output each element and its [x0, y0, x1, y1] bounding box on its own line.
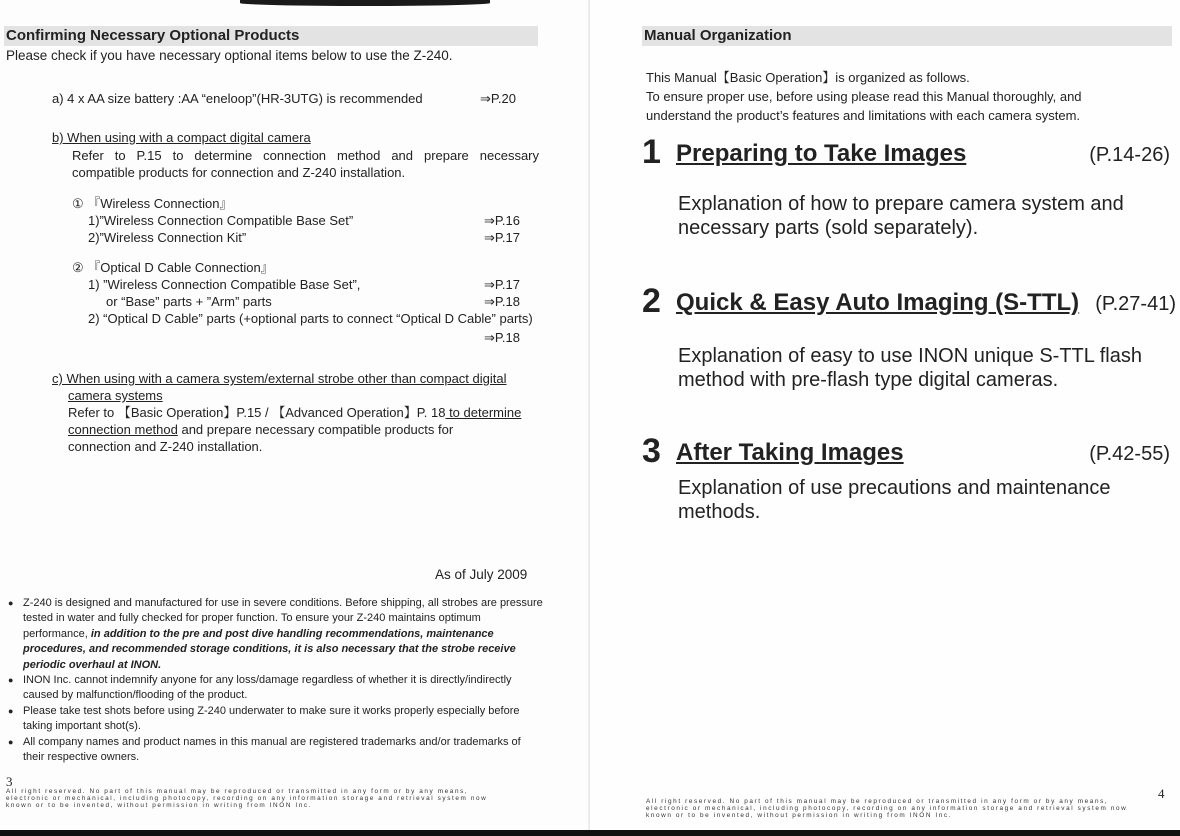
item-c-text-line2 [68, 421, 453, 438]
notice-item-2: ● INON Inc. cannot indemnify anyone for any loss/damage regardless of whether it is directly/indirectly caused by malfunction/flooding of the product. [8, 673, 543, 704]
notice-item-1-text: Z-240 is designed and manufactured for use in severe conditions. Before shipping, all strobes are pressure tested in water and fully checked for proper function. To ensure your Z-240 maintains optimum performance, [23, 597, 543, 640]
item-c-text-line1 [68, 404, 521, 421]
wireless-item-1-ref: ⇒P.16 [484, 213, 520, 228]
org-intro-line2: To ensure proper use, before using please read this Manual thoroughly, and [646, 89, 1082, 104]
intro-text: Please check if you have necessary optional items below to use the Z-240. [6, 48, 453, 63]
page-number-right: 4 [1158, 786, 1165, 801]
chapter-1-pages: (P.14-26) [1089, 144, 1170, 166]
page-bottom-edge [0, 830, 1180, 836]
notice-item-1-emphasis: in addition to the pre and post dive handling recommendations, maintenance procedures, and recommended storage conditions, it is also necessary that the strobe receive periodic overhaul at INON. [23, 627, 516, 671]
copyright-right-2: electronic or mechanical, including photocopy, recording on any information storage and retrieval system now [646, 805, 1128, 812]
chapter-2-title: Quick & Easy Auto Imaging (S-TTL) [676, 289, 1080, 316]
item-c-text-2-underlined: connection method [68, 422, 178, 437]
optical-item-2-ref: ⇒P.18 [484, 330, 520, 345]
chapter-3-description: Explanation of use precautions and maintenance methods. [678, 477, 1111, 523]
right-page [590, 0, 1180, 836]
optical-item-1b: or “Base” parts + ”Arm” parts [106, 294, 272, 309]
copyright-right-1: All right reserved. No part of this manual may be reproduced or transmitted in any form or by any means, [646, 798, 1109, 805]
wireless-item-2: 2)”Wireless Connection Kit” [88, 230, 247, 245]
optical-item-1-ref: ⇒P.17 [484, 277, 520, 292]
copyright-left-2: electronic or mechanical, including photocopy, recording on any information storage and retrieval system now [6, 795, 488, 802]
wireless-connection-title: ① 『Wireless Connection』 [72, 196, 233, 211]
copyright-left-1: All right reserved. No part of this manual may be reproduced or transmitted in any form or by any means, [6, 788, 469, 795]
chapter-2-description: Explanation of easy to use INON unique S-TTL flash method with pre-flash type digital cameras. [678, 345, 1142, 391]
chapter-3-title: After Taking Images [676, 439, 904, 466]
page-edge-shadow [240, 0, 490, 6]
copyright-left-3: known or to be invented, without permission in writing from INON Inc. [6, 802, 313, 809]
wireless-item-1: 1)”Wireless Connection Compatible Base Set” [88, 213, 354, 228]
chapter-1-description: Explanation of how to prepare camera system and necessary parts (sold separately). [678, 193, 1124, 239]
chapter-3-number: 3 [642, 432, 661, 470]
item-c-text-2: and prepare necessary compatible products for [177, 422, 454, 437]
notice-item-1 [8, 596, 543, 673]
item-a-text: a) 4 x AA size battery :AA “eneloop”(HR-3UTG) is recommended [52, 91, 423, 106]
item-c-title-line2: camera systems [68, 388, 163, 403]
chapter-1-title: Preparing to Take Images [676, 140, 967, 167]
optical-item-1: 1) ”Wireless Connection Compatible Base Set”, [88, 277, 361, 292]
chapter-2-pages: (P.27-41) [1095, 293, 1176, 315]
section-header-manual-organization: Manual Organization [642, 26, 1172, 46]
wireless-item-2-ref: ⇒P.17 [484, 230, 520, 245]
copyright-right-3: known or to be invented, without permission in writing from INON Inc. [646, 812, 953, 819]
chapter-3-pages: (P.42-55) [1089, 443, 1170, 465]
item-c-text-line3: connection and Z-240 installation. [68, 439, 263, 454]
notice-list [8, 596, 543, 765]
as-of-date: As of July 2009 [435, 567, 528, 582]
item-b-title: b) When using with a compact digital camera [52, 130, 311, 145]
item-c-title-line1: c) When using with a camera system/external strobe other than compact digital [52, 371, 507, 386]
section-header-optional-products: Confirming Necessary Optional Products [4, 26, 538, 46]
org-intro-line3: understand the product’s features and limitations with each camera system. [646, 108, 1081, 123]
item-b-text: Refer to P.15 to determine connection method and prepare necessary compatible products for connection and Z-240 installation. [72, 148, 539, 180]
item-c-text-1-underlined: to determine [445, 405, 522, 420]
chapter-1-number: 1 [642, 133, 661, 171]
page-number-left: 3 [6, 774, 13, 789]
optical-cable-title: ② 『Optical D Cable Connection』 [72, 260, 274, 275]
optical-item-2: 2) “Optical D Cable” parts (+optional parts to connect “Optical D Cable” parts) [88, 311, 533, 326]
notice-item-4: ● All company names and product names in this manual are registered trademarks and/or trademarks of their respective owners. [8, 735, 543, 766]
optical-item-1b-ref: ⇒P.18 [484, 294, 520, 309]
chapter-2-number: 2 [642, 282, 661, 320]
item-c-text-1: Refer to 【Basic Operation】P.15 / 【Advanced Operation】P. 18 [68, 405, 446, 420]
item-a-page-ref: ⇒P.20 [480, 91, 516, 106]
org-intro-line1: This Manual【Basic Operation】is organized as follows. [646, 70, 970, 85]
notice-item-3: ● Please take test shots before using Z-240 underwater to make sure it works properly especially before taking important shot(s). [8, 704, 543, 735]
